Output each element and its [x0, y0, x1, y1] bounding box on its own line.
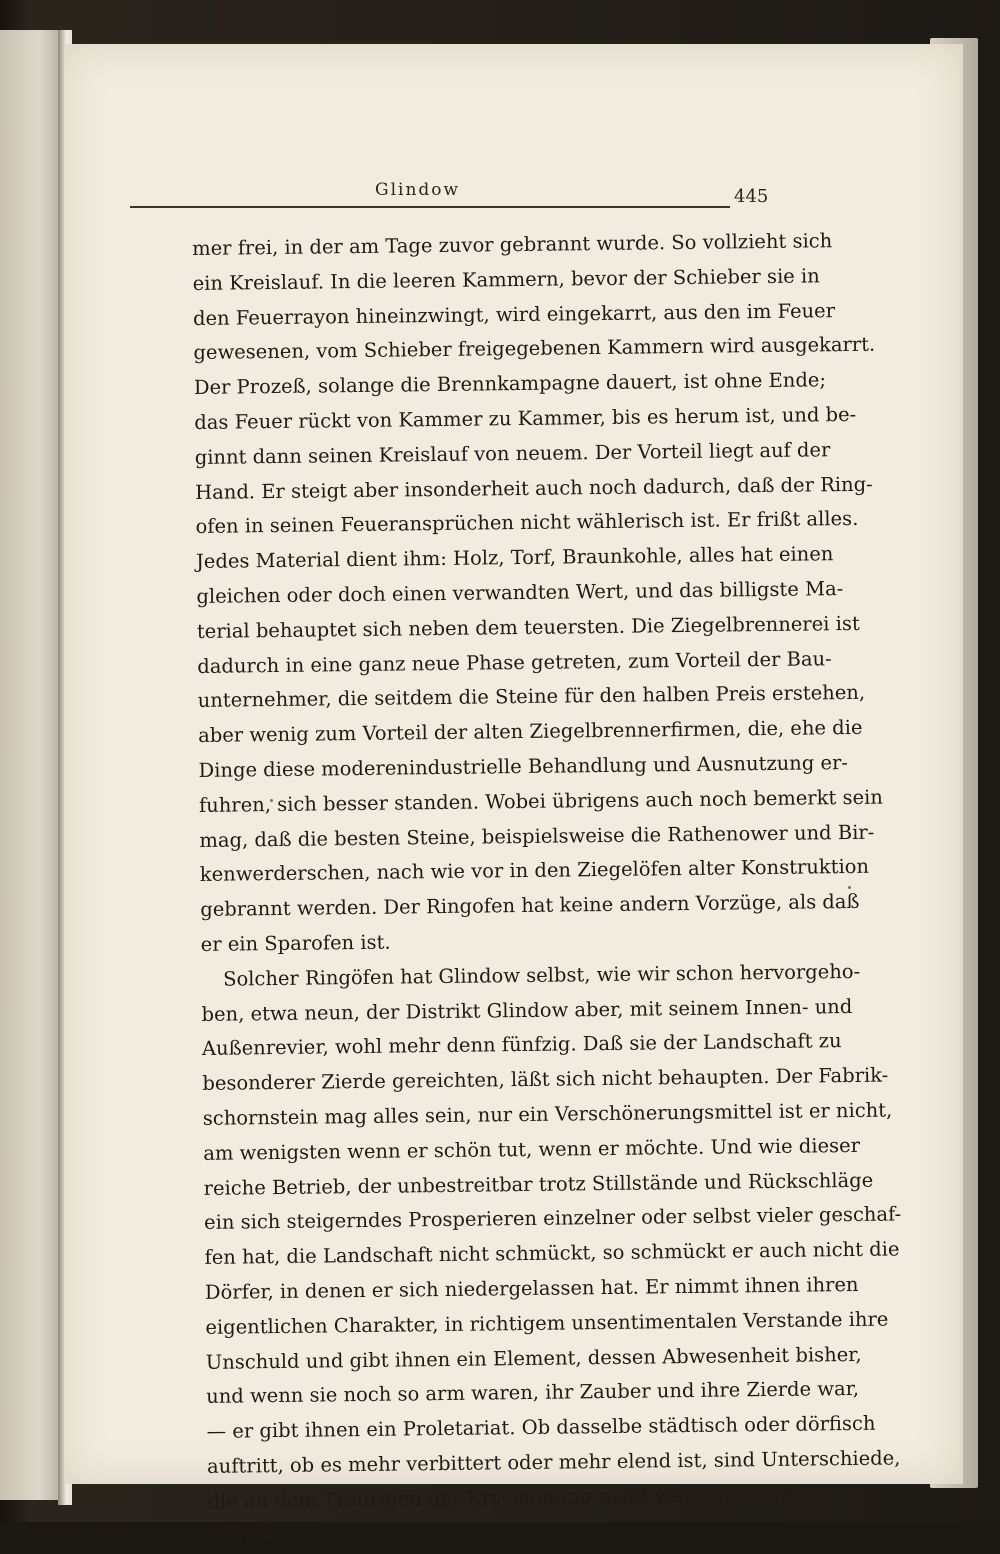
- text-line: Unschuld und gibt ihnen ein Element, dessen Abwesenheit bisher,: [205, 1342, 862, 1374]
- text-line: ofen in seinen Feueransprüchen nicht wählerisch ist. Er frißt alles.: [195, 507, 859, 539]
- text-line: ben, etwa neun, der Distrikt Glindow aber, mit seinem Innen- und: [201, 994, 853, 1026]
- text-line: Außenrevier, wohl mehr denn fünfzig. Daß sie der Landschaft zu: [201, 1029, 842, 1061]
- text-line: den Feuerrayon hineinzwingt, wird eingekarrt, aus den im Feuer: [192, 298, 836, 330]
- text-line: gebrannt werden. Der Ringofen hat keine andern Vorzüge, als daß: [200, 890, 860, 922]
- text-line: schornstein mag alles sein, nur ein Verschönerungsmittel ist er nicht,: [202, 1098, 893, 1130]
- text-line: Dinge diese moderenindustrielle Behandlung und Ausnutzung er-: [198, 750, 849, 782]
- running-head: [130, 138, 769, 208]
- text-line: terial behauptet sich neben dem teuersten. Die Ziegelbrennerei ist: [196, 611, 860, 643]
- text-line: ein sich steigerndes Prosperieren einzelner oder selbst vieler geschaf-: [203, 1202, 902, 1235]
- text-line: mer frei, in der am Tage zuvor gebrannt wurde. So vollzieht sich: [192, 229, 833, 260]
- text-line: Jedes Material dient ihm: Holz, Torf, Braunkohle, alles hat einen: [195, 542, 834, 574]
- text-line: besonderer Zierde gereichten, läßt sich nicht behaupten. Der Fabrik-: [202, 1063, 889, 1096]
- page-number: 445: [734, 186, 769, 207]
- text-line: eigentlichen Charakter, in richtigem unsentimentalen Verstande ihre: [205, 1307, 889, 1339]
- text-line: fen hat, die Landschaft nicht schmückt, so schmückt er auch nicht die: [204, 1237, 900, 1270]
- text-line: das Feuer rückt von Kammer zu Kammer, bis es herum ist, und be-: [194, 402, 857, 434]
- paper-speck: [848, 886, 851, 889]
- text-line: aber wenig zum Vorteil der alten Ziegelbrennerfirmen, die, ehe die: [198, 716, 863, 748]
- text-line: er ein Sparofen ist.: [200, 930, 391, 956]
- text-line: reiche Betrieb, der unbestreitbar trotz Stillstände und Rückschläge: [203, 1168, 874, 1200]
- text-line: mag, daß die besten Steine, beispielsweise die Rathenower und Bir-: [199, 820, 875, 852]
- text-line: unternehmer, die seitdem die Steine für den halben Preis erstehen,: [197, 681, 866, 713]
- text-line: und wenn sie noch so arm waren, ihr Zauber und ihre Zierde war,: [206, 1377, 860, 1409]
- text-line: Der Prozeß, solange die Brennkampagne dauert, ist ohne Ende;: [193, 368, 827, 400]
- body-text: [192, 225, 902, 1554]
- text-line: gewesenen, vom Schieber freigegebenen Kammern wird ausgekarrt.: [193, 333, 876, 365]
- text-line: kenwerderschen, nach wie vor in den Ziegelöfen alter Konstruktion: [199, 855, 870, 887]
- text-line: ginnt dann seinen Kreislauf von neuem. Der Vorteil liegt auf der: [194, 437, 831, 469]
- text-line: die an dem Traurigen der Erscheinung nicht viel zu ändern ver-: [207, 1481, 841, 1513]
- text-line: Dörfer, in denen er sich niedergelassen hat. Er nimmt ihnen ihren: [204, 1272, 859, 1304]
- text-line: mögen.: [207, 1523, 282, 1548]
- text-line: auftritt, ob es mehr verbittert oder mehr elend ist, sind Unterschiede,: [206, 1446, 901, 1478]
- text-line: — er gibt ihnen ein Proletariat. Ob dasselbe städtisch oder dörfisch: [206, 1411, 876, 1444]
- text-line: gleichen oder doch einen verwandten Wert, und das billigste Ma-: [196, 577, 844, 608]
- text-line: dadurch in eine ganz neue Phase getreten, zum Vorteil der Bau-: [197, 646, 832, 678]
- text-line: Solcher Ringöfen hat Glindow selbst, wie wir schon hervorgeho-: [222, 959, 861, 991]
- left-page-edge: [0, 30, 66, 1500]
- header-rule: [130, 206, 730, 208]
- text-line: fuhren, sich besser standen. Wobei übrigens auch noch bemerkt sein: [198, 785, 883, 817]
- text-line: ein Kreislauf. In die leeren Kammern, bevor der Schieber sie in: [192, 264, 820, 295]
- running-head-title: Glindow: [375, 180, 461, 200]
- text-line: am wenigsten wenn er schön tut, wenn er möchte. Und wie dieser: [203, 1133, 861, 1165]
- text-line: Hand. Er steigt aber insonderheit auch noch dadurch, daß der Ring-: [195, 472, 873, 504]
